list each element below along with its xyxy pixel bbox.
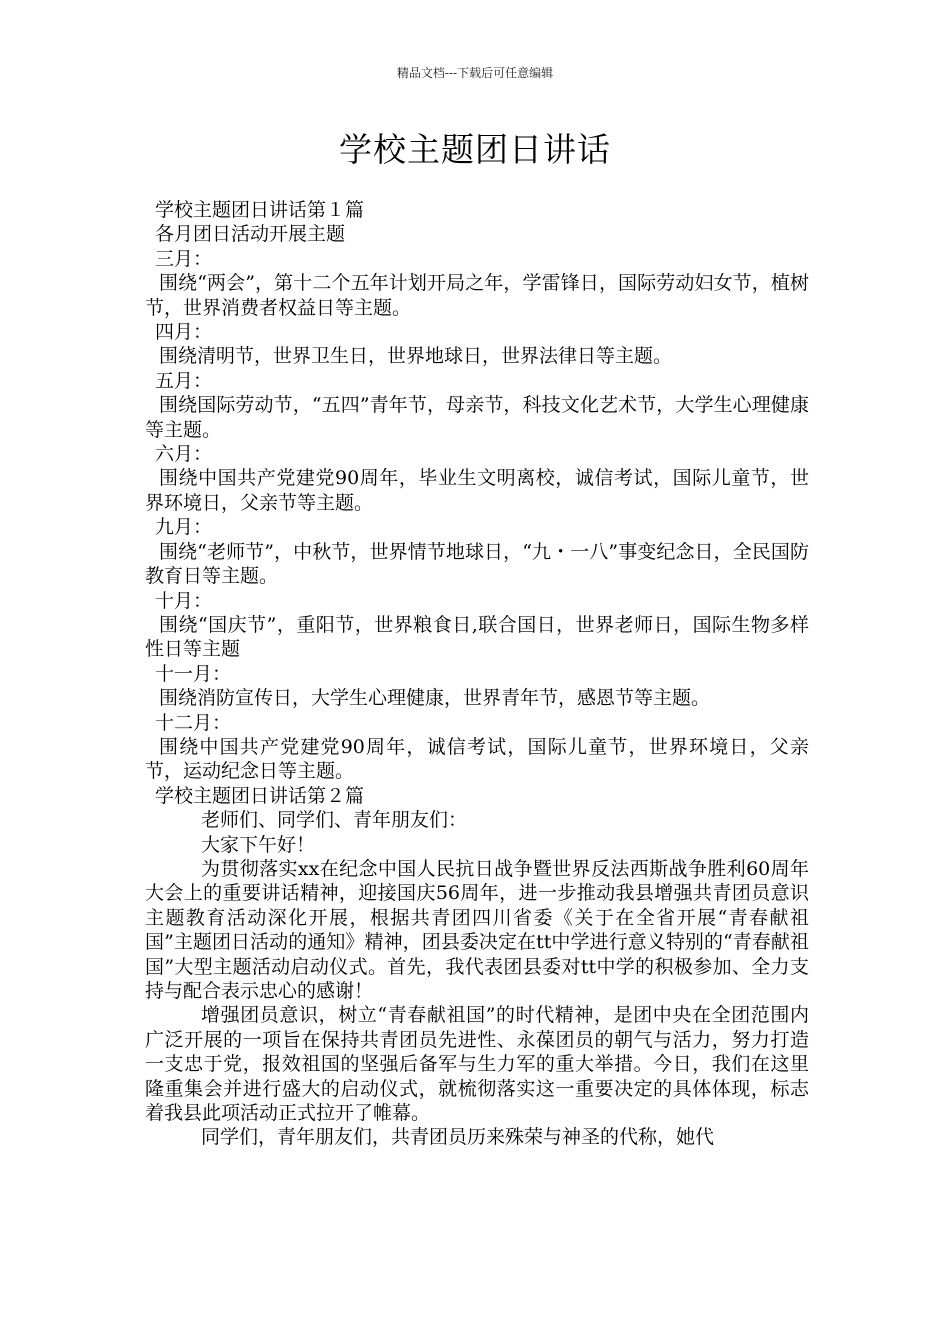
paragraph: 围绕消防宣传日，大学生心理健康，世界青年节，感恩节等主题。: [159, 687, 711, 710]
paragraph: 十月：: [155, 589, 213, 612]
page-header: 精品文档---下载后可任意编辑: [396, 66, 554, 80]
paragraph: 学校主题团日讲话第１篇: [155, 199, 365, 221]
paragraph: 五月：: [155, 369, 213, 392]
paragraph: 围绕“两会”，第十二个五年计划开局之年，学雷锋日，国际劳动妇女节，植树节，世界消费者权益日等主题。: [145, 272, 809, 319]
paragraph: 四月：: [155, 321, 213, 344]
paragraph: 围绕中国共产党建党90周年，毕业生文明离校，诚信考试，国际儿童节，世界环境日，父亲节等主题。: [145, 467, 809, 514]
paragraph: 学校主题团日讲话第２篇: [155, 784, 365, 807]
paragraph: 围绕“国庆节”，重阳节，世界粮食日,联合国日，世界老师日，国际生物多样性日等主题: [145, 613, 809, 661]
paragraph: 老师们、同学们、青年朋友们：: [201, 809, 468, 832]
paragraph: 围绕中国共产党建党90周年，诚信考试，国际儿童节，世界环境日，父亲节，运动纪念日等主题。: [145, 735, 809, 783]
paragraph: 围绕国际劳动节，“五四”青年节，母亲节，科技文化艺术节，大学生心理健康等主题。: [145, 394, 809, 441]
document-title: 学校主题团日讲话: [339, 130, 611, 169]
paragraph: 六月：: [155, 443, 213, 466]
paragraph: 围绕清明节，世界卫生日，世界地球日，世界法律日等主题。: [159, 345, 673, 368]
paragraph: 十一月：: [155, 662, 232, 685]
paragraph: 十二月：: [155, 711, 232, 734]
document-body: [145, 198, 809, 1150]
paragraph: 同学们，青年朋友们，共青团员历来殊荣与神圣的代称，她代: [201, 1126, 715, 1149]
paragraph: 围绕“老师节”，中秋节，世界情节地球日，“九・一八”事变纪念日，全民国防教育日等主题。: [145, 540, 809, 588]
paragraph: 九月：: [155, 516, 213, 539]
paragraph: 增强团员意识，树立“青春献祖国”的时代精神，是团中央在全团范围内广泛开展的一项旨在保持共青团员先进性、永葆团员的朝气与活力，努力打造一支忠于党，报效祖国的坚强后备军与生力军的重大举措。今日，我们在这里隆重集会并进行盛大的启动仪式，就梳彻落实这一重要决定的具体体现，标志着我县此项活动正式拉开了帷幕。: [145, 1004, 809, 1125]
paragraph: 大家下午好！: [201, 833, 316, 856]
paragraph: 各月团日活动开展主题: [155, 223, 346, 246]
paragraph: 为贯彻落实xx在纪念中国人民抗日战争暨世界反法西斯战争胜利60周年大会上的重要讲话精神，迎接国庆56周年，进一步推动我县增强共青团员意识主题教育活动深化开展，根据共青团四川省委《关于在全省开展“青春献祖国”主题团日活动的通知》精神，团县委决定在tt中学进行意义特别的“青春献祖国”大型主题活动启动仪式。首先，我代表团县委对tt中学的积极参加、全力支持与配合表示忠心的感谢！: [145, 857, 809, 1002]
paragraph: 三月：: [155, 247, 213, 270]
